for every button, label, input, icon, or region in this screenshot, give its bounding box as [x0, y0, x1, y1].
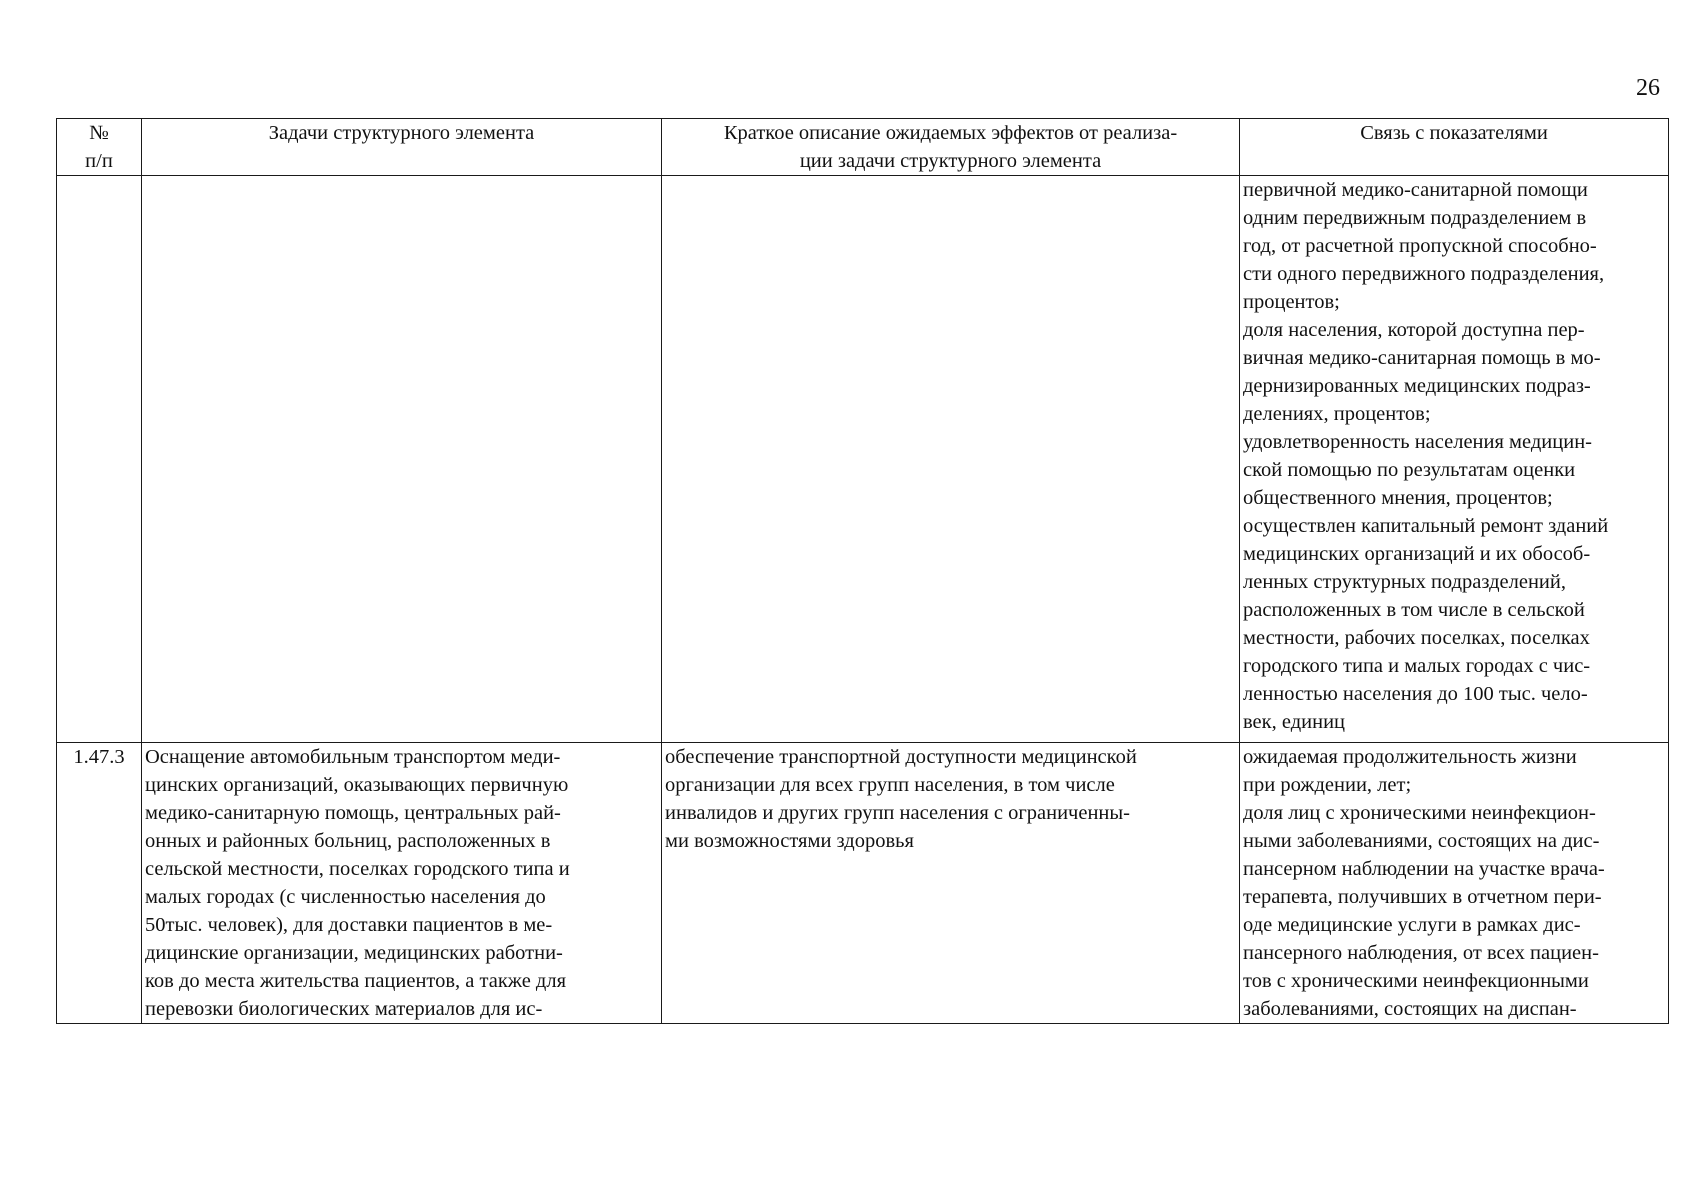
header-indicators: [1240, 119, 1669, 176]
table-row: [57, 176, 1669, 743]
indicator-line: оде медицинские услуги в рамках дис-: [1243, 914, 1581, 936]
cell-num: 1.47.3: [57, 743, 142, 1024]
indicator-line: первичной медико-санитарной помощи: [1243, 179, 1588, 201]
effect-line: инвалидов и других групп населения с ограниченны-: [665, 802, 1130, 824]
indicator-line: при рождении, лет;: [1243, 774, 1412, 796]
indicator-line: пансерном наблюдении на участке врача-: [1243, 858, 1605, 880]
cell-effects: [662, 743, 1240, 1024]
indicator-line: сти одного передвижного подразделения,: [1243, 263, 1605, 285]
table-row: [57, 743, 1669, 1024]
indicator-line: доля лиц с хроническими неинфекцион-: [1243, 802, 1596, 824]
task-line: онных и районных больниц, расположенных в: [145, 830, 551, 852]
indicator-line: заболеваниями, состоящих на диспан-: [1243, 998, 1577, 1020]
task-line: медико-санитарную помощь, центральных рай-: [145, 802, 561, 824]
indicator-line: век, единиц: [1243, 711, 1346, 733]
task-line: 50тыс. человек), для доставки пациентов в ме-: [145, 914, 553, 936]
indicator-line: дернизированных медицинских подраз-: [1243, 375, 1591, 397]
indicator-line: местности, рабочих поселках, поселках: [1243, 627, 1590, 649]
task-line: ков до места жительства пациентов, а также для: [145, 970, 567, 992]
header-tasks-line: Задачи структурного элемента: [268, 122, 535, 144]
task-line: малых городах (с численностью населения до: [145, 886, 546, 908]
indicator-line: ленных структурных подразделений,: [1243, 571, 1566, 593]
header-num-line: №: [89, 122, 109, 144]
indicator-line: общественного мнения, процентов;: [1243, 487, 1553, 509]
indicator-line: делениях, процентов;: [1243, 403, 1431, 425]
table-header-row: [57, 119, 1669, 176]
indicator-line: расположенных в том числе в сельской: [1243, 599, 1585, 621]
task-line: перевозки биологических материалов для ис-: [145, 998, 543, 1020]
indicator-line: городского типа и малых городах с чис-: [1243, 655, 1591, 677]
indicator-line: пансерного наблюдения, от всех пациен-: [1243, 942, 1599, 964]
indicator-line: удовлетворенность населения медицин-: [1243, 431, 1592, 453]
cell-tasks: [142, 743, 662, 1024]
page-number: 26: [1636, 75, 1660, 101]
cell-tasks: [142, 176, 662, 743]
effect-line: организации для всех групп населения, в том числе: [665, 774, 1115, 796]
tasks-table: [56, 118, 1669, 1024]
indicator-line: год, от расчетной пропускной способно-: [1243, 235, 1597, 257]
header-num: [57, 119, 142, 176]
header-effects: [662, 119, 1240, 176]
indicator-line: одним передвижным подразделением в: [1243, 207, 1587, 229]
indicator-line: осуществлен капитальный ремонт зданий: [1243, 515, 1609, 537]
cell-effects: [662, 176, 1240, 743]
indicator-line: вичная медико-санитарная помощь в мо-: [1243, 347, 1601, 369]
task-line: дицинские организации, медицинских работни-: [145, 942, 563, 964]
indicator-line: процентов;: [1243, 291, 1340, 313]
header-tasks: [142, 119, 662, 176]
indicator-line: ленностью населения до 100 тыс. чело-: [1243, 683, 1588, 705]
task-line: цинских организаций, оказывающих первичную: [145, 774, 569, 796]
header-indicators-line: Связь с показателями: [1360, 122, 1548, 144]
header-effects-line: Краткое описание ожидаемых эффектов от реализа-: [723, 122, 1178, 144]
indicator-line: медицинских организаций и их обособ-: [1243, 543, 1591, 565]
cell-indicators: [1240, 743, 1669, 1024]
header-num-line: п/п: [85, 150, 113, 172]
task-line: сельской местности, поселках городского типа и: [145, 858, 570, 880]
indicator-line: тов с хроническими неинфекционными: [1243, 970, 1589, 992]
indicator-line: ными заболеваниями, состоящих на дис-: [1243, 830, 1600, 852]
cell-indicators: [1240, 176, 1669, 743]
cell-num: [57, 176, 142, 743]
indicator-line: ожидаемая продолжительность жизни: [1243, 746, 1577, 768]
indicator-line: доля населения, которой доступна пер-: [1243, 319, 1585, 341]
indicator-line: ской помощью по результатам оценки: [1243, 459, 1576, 481]
header-effects-line: ции задачи структурного элемента: [799, 150, 1102, 172]
indicator-line: терапевта, получивших в отчетном пери-: [1243, 886, 1602, 908]
task-line: Оснащение автомобильным транспортом меди-: [145, 746, 561, 768]
effect-line: обеспечение транспортной доступности медицинской: [665, 746, 1137, 768]
effect-line: ми возможностями здоровья: [665, 830, 914, 852]
